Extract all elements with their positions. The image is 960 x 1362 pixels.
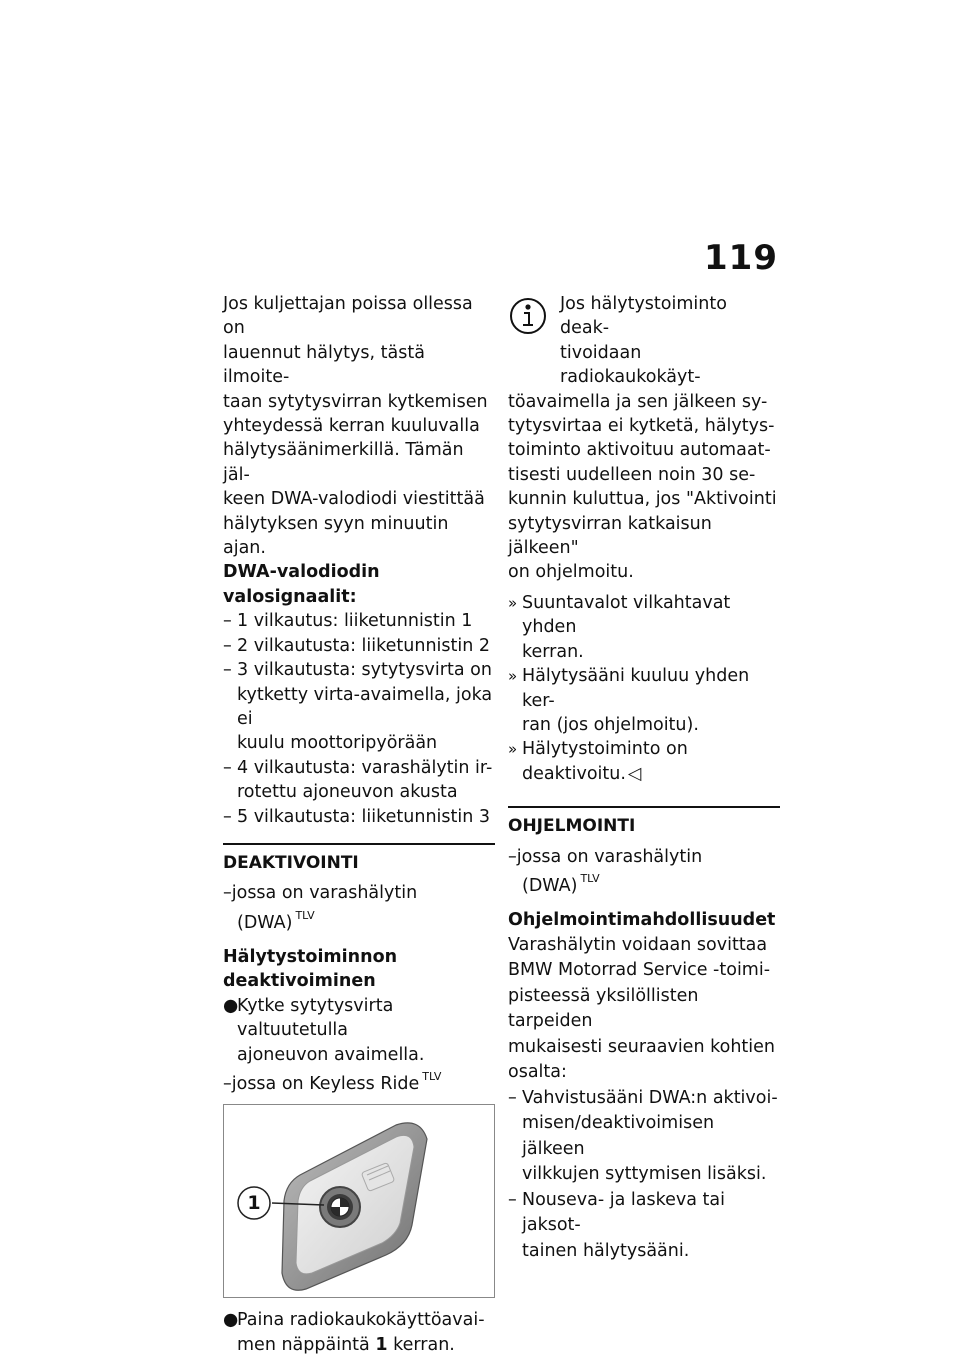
signal-line: kuulu moottoripyörään <box>237 733 438 754</box>
section-title-ohjelmointi: OHJELMOINTI <box>508 816 636 837</box>
info-line: kunnin kuluttua, jos "Aktivointi <box>508 489 777 510</box>
info-line: töavaimella ja sen jälkeen sy- <box>508 391 768 412</box>
key-fob-figure <box>223 1104 495 1298</box>
signals-heading: DWA-valodiodin valosignaalit: <box>223 562 380 607</box>
tlv-superscript: TLV <box>422 1070 442 1084</box>
result-line <box>522 762 780 786</box>
programming-paragraph <box>508 933 780 1086</box>
result-line: kerran. <box>522 641 584 662</box>
right-column <box>508 292 780 1264</box>
intro-line: Jos kuljettajan poissa ollessa on <box>223 294 473 339</box>
option-line: misen/deaktivoimisen jälkeen <box>522 1113 715 1159</box>
signal-line: – 4 vilkautusta: varashälytin ir- <box>237 757 493 778</box>
paragraph-line: osalta: <box>508 1062 567 1083</box>
condition-line-2 <box>508 869 780 898</box>
signal-item <box>223 658 495 756</box>
condition-line: –jossa on varashälytin <box>223 883 418 904</box>
info-line: tivoidaan radiokaukokäyt- <box>560 342 701 388</box>
step-text: men näppäintä <box>237 1334 370 1355</box>
result-line: Hälytystoiminto on <box>522 739 688 760</box>
signal-item <box>223 756 495 805</box>
condition-dwa <box>508 845 780 899</box>
condition-keyless <box>223 1067 495 1096</box>
option-line: tainen hälytysääni. <box>522 1240 690 1261</box>
option-line: – Nouseva- ja laskeva tai jaksot- <box>522 1189 725 1236</box>
step-text: kerran. <box>393 1334 455 1355</box>
result-arrow-icon: » <box>508 667 518 686</box>
condition-line-2 <box>223 906 495 935</box>
option-item <box>508 1188 780 1265</box>
option-item <box>508 1086 780 1188</box>
step-item <box>223 1308 495 1357</box>
signal-line: rotettu ajoneuvon akusta <box>237 782 458 803</box>
condition-dwa <box>223 881 495 935</box>
intro-paragraph <box>223 292 495 560</box>
intro-line: keen DWA-valodiodi viestittää <box>223 489 485 510</box>
paragraph-line: Varashälytin voidaan sovittaa <box>508 934 768 955</box>
sub-heading-line: Hälytystoiminnon <box>223 946 398 967</box>
sub-heading <box>223 945 495 994</box>
result-arrow-icon: » <box>508 593 518 612</box>
option-line: – Vahvistusääni DWA:n aktivoi- <box>522 1087 778 1108</box>
signal-item <box>223 634 495 658</box>
section-title-deaktivointi: DEAKTIVOINTI <box>223 852 359 873</box>
signals-list <box>223 609 495 829</box>
info-line: sytytysvirran katkaisun jälkeen" <box>508 513 712 559</box>
page-number: 119 <box>704 238 778 278</box>
result-item <box>508 737 780 786</box>
info-icon <box>508 296 548 336</box>
paragraph-line: pisteessä yksilöllisten tarpeiden <box>508 985 699 1032</box>
bullet-icon: ● <box>223 1310 239 1331</box>
intro-line: taan sytytysvirran kytkemisen <box>223 391 488 412</box>
step-line: Paina radiokaukokäyttöavai- <box>237 1310 485 1331</box>
result-line: Hälytysääni kuuluu yhden ker- <box>522 666 750 711</box>
end-marker-icon: ◁ <box>627 763 642 784</box>
intro-line: hälytysäänimerkillä. Tämän jäl- <box>223 440 464 485</box>
condition-text: (DWA) <box>237 912 293 933</box>
step-item <box>223 994 495 1067</box>
info-note <box>508 292 780 390</box>
signal-line: – 2 vilkautusta: liiketunnistin 2 <box>237 635 491 656</box>
result-item <box>508 664 780 737</box>
signal-item <box>223 609 495 633</box>
tlv-superscript: TLV <box>580 871 600 885</box>
condition-line: –jossa on varashälytin <box>508 846 703 867</box>
result-arrow-icon: » <box>508 740 518 759</box>
option-line: vilkkujen syttymisen lisäksi. <box>522 1164 767 1185</box>
result-item <box>508 591 780 664</box>
signal-line: – 1 vilkautus: liiketunnistin 1 <box>237 611 473 632</box>
result-line: ran (jos ohjelmoitu). <box>522 714 699 735</box>
info-line: tytysvirtaa ei kytketä, hälytys- <box>508 416 775 437</box>
info-line: on ohjelmoitu. <box>508 562 634 583</box>
intro-line: yhteydessä kerran kuuluvalla <box>223 416 480 437</box>
signal-line: – 5 vilkautusta: liiketunnistin 3 <box>237 806 491 827</box>
condition-text: (DWA) <box>522 875 578 896</box>
info-line: toiminto aktivoituu automaat- <box>508 440 771 461</box>
signal-line: kytketty virta-avaimella, joka ei <box>237 684 493 729</box>
paragraph-line: BMW Motorrad Service -toimi- <box>508 960 771 981</box>
result-text: deaktivoitu. <box>522 763 626 784</box>
left-column <box>223 292 495 1357</box>
step-line: Kytke sytytysvirta valtuutetulla <box>237 995 394 1041</box>
step-line: ajoneuvon avaimella. <box>237 1044 425 1065</box>
options-list <box>508 1086 780 1265</box>
paragraph-line: mukaisesti seuraavien kohtien <box>508 1036 775 1057</box>
figure-callout-1: 1 <box>247 1192 261 1215</box>
condition-text: –jossa on Keyless Ride <box>223 1073 420 1094</box>
result-line: Suuntavalot vilkahtavat yhden <box>522 592 731 638</box>
key-reference: 1 <box>375 1334 388 1355</box>
info-line: tisesti uudelleen noin 30 se- <box>508 464 756 485</box>
step-line <box>237 1333 495 1357</box>
intro-line: lauennut hälytys, tästä ilmoite- <box>223 342 425 388</box>
signal-item <box>223 805 495 829</box>
bullet-icon: ● <box>223 995 239 1016</box>
sub-heading-line: deaktivoiminen <box>223 971 376 992</box>
signal-line: – 3 vilkautusta: sytytysvirta on <box>237 660 492 681</box>
tlv-superscript: TLV <box>295 908 315 922</box>
sub-heading: Ohjelmointimahdollisuudet <box>508 910 776 931</box>
intro-line: hälytyksen syyn minuutin ajan. <box>223 513 449 559</box>
info-line: Jos hälytystoiminto deak- <box>560 294 727 339</box>
